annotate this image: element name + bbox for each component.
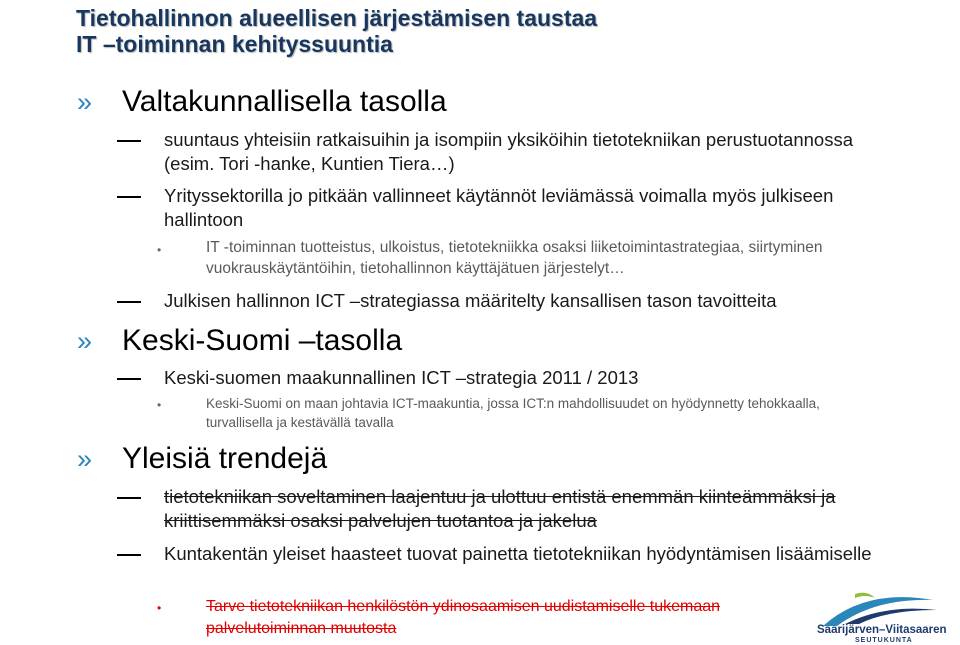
list-item: Keski-suomen maakunnallinen ICT –strategia 2011 / 2013 (164, 367, 639, 388)
dash-icon (117, 378, 141, 380)
sub-list-item: IT -toiminnan tuotteistus, ulkoistus, tietotekniikka osaksi liiketoimintastrategiaa, siirtyminen vuokrauskäytäntöihin, tietohallinnon käyttäjätuen järjestelyt… (206, 239, 823, 277)
title-line-1: Tietohallinnon alueellisen järjestämisen taustaa (76, 5, 598, 31)
marker-icon: » (77, 326, 93, 356)
marker-icon: » (77, 444, 93, 474)
marker-icon: » (77, 87, 93, 117)
dash-icon (117, 196, 141, 198)
dash-icon (117, 554, 141, 556)
sub-list-item: Keski-Suomi on maan johtavia ICT-maakuntia, jossa ICT:n mahdollisuudet on hyödynnetty tehokkaalla, turvallisella ja kestävällä tavalla (206, 396, 820, 430)
bullet-icon: • (157, 398, 162, 412)
title-line-2: IT –toiminnan kehityssuuntia (76, 31, 393, 57)
list-item: Kuntakentän yleiset haasteet tuovat painetta tietotekniikan hyödyntämisen lisäämiselle (164, 543, 872, 564)
list-item: tietotekniikan soveltaminen laajentuu ja ulottuu entistä enemmän kiinteämmäksi ja kriittisemmäksi osaksi palvelujen tuotantoa ja jakelua (164, 486, 836, 531)
section-heading-1: Valtakunnallisella tasolla (122, 85, 447, 118)
section-heading-2: Keski-Suomi –tasolla (122, 324, 403, 357)
dash-icon (117, 301, 141, 303)
logo-subtitle: SEUTUKUNTA (855, 637, 913, 644)
sub-list-item: Tarve tietotekniikan henkilöstön ydinosaamisen uudistamiselle tukemaan palvelutoiminnan muutosta (206, 598, 721, 637)
section-heading-3: Yleisiä trendejä (122, 442, 328, 475)
dash-icon (117, 497, 141, 499)
list-item: suuntaus yhteisiin ratkaisuihin ja isompiin yksiköihin tietotekniikan perustuotannossa (esim. Tori -hanke, Kuntien Tiera…) (164, 129, 853, 174)
dash-icon (117, 140, 141, 142)
list-item: Julkisen hallinnon ICT –strategiassa määritelty kansallisen tason tavoitteita (164, 290, 777, 311)
bullet-icon: • (157, 243, 162, 257)
bullet-icon: • (157, 601, 162, 615)
logo-name: Saarijärven–Viitasaaren (817, 624, 947, 636)
list-item: Yrityssektorilla jo pitkään vallinneet käytännöt leviämässä voimalla myös julkiseen hallintoon (164, 185, 834, 230)
